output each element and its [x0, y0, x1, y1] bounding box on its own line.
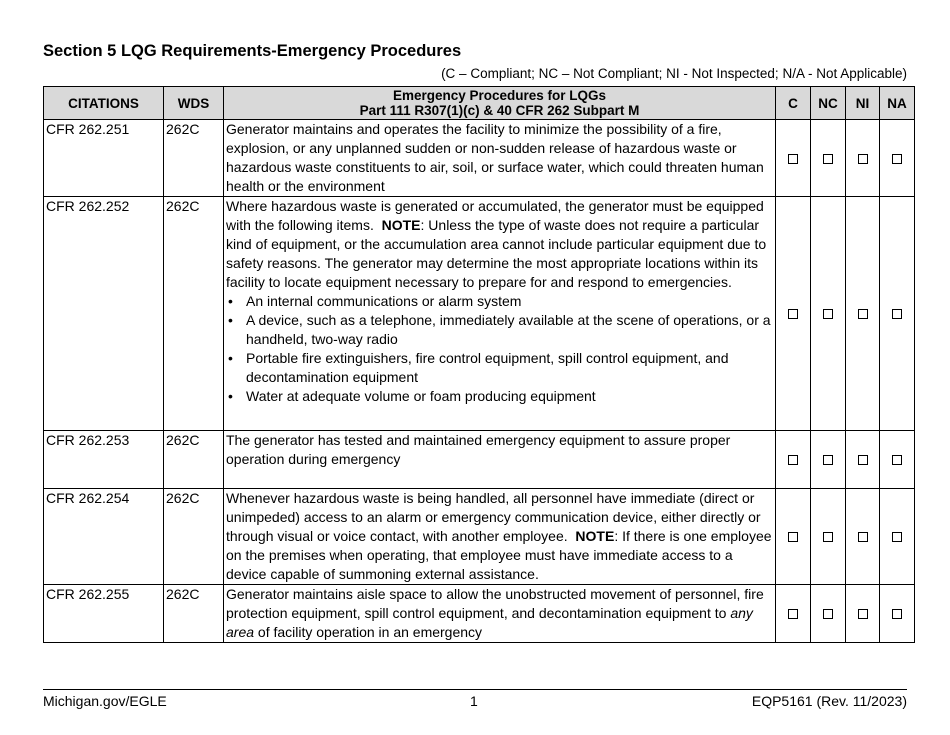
table-row — [44, 197, 915, 431]
citation-cell: CFR 262.255 — [44, 585, 164, 643]
footer-divider — [43, 689, 907, 690]
not-compliant-checkbox[interactable] — [823, 532, 833, 542]
requirement-text — [224, 585, 776, 643]
c-header: C — [776, 87, 811, 120]
wds-header: WDS — [164, 87, 224, 120]
not-compliant-checkbox[interactable] — [823, 609, 833, 619]
not-compliant-checkbox[interactable] — [823, 309, 833, 319]
not-inspected-checkbox[interactable] — [858, 455, 868, 465]
requirement-text-part: : Unless the type of waste does not require a particular kind of equipment, or the accumulation area cannot include particular equipment due to safety reasons. The generator may determine the most appropriate locations within its facility to locate equipment necessary to prepare for and respond to emergencies. — [226, 217, 767, 290]
wds-cell: 262C — [164, 489, 224, 585]
list-item: • Portable fire extinguishers, fire control equipment, spill control equipment, and decontamination equipment — [226, 349, 773, 387]
wds-cell: 262C — [164, 197, 224, 431]
header-row — [44, 87, 915, 120]
not-inspected-checkbox[interactable] — [858, 154, 868, 164]
compliance-legend: (C – Compliant; NC – Not Compliant; NI - Not Inspected; N/A - Not Applicable) — [441, 66, 907, 81]
compliant-checkbox[interactable] — [788, 154, 798, 164]
not-applicable-checkbox[interactable] — [892, 532, 902, 542]
requirement-text: The generator has tested and maintained emergency equipment to assure proper operation during emergency — [224, 431, 776, 489]
wds-cell: 262C — [164, 120, 224, 197]
not-compliant-checkbox[interactable] — [823, 154, 833, 164]
na-header: NA — [880, 87, 915, 120]
not-inspected-checkbox[interactable] — [858, 609, 868, 619]
table-row — [44, 585, 915, 643]
wds-cell: 262C — [164, 585, 224, 643]
requirement-text-part: : If there is one employee on the premises when operating, that employee must have immediate access to a device capable of summoning external assistance. — [226, 528, 772, 582]
requirement-text-part: Whenever hazardous waste is being handled, all personnel have immediate (direct or unimpeded) access to an alarm or emergency communication device, either directly or through visual or voice contact, with another employee. — [226, 490, 761, 544]
citation-cell: CFR 262.253 — [44, 431, 164, 489]
not-applicable-checkbox[interactable] — [892, 609, 902, 619]
note-label: NOTE — [575, 528, 615, 544]
citation-cell: CFR 262.252 — [44, 197, 164, 431]
requirement-text: Generator maintains and operates the facility to minimize the possibility of a fire, explosion, or any unplanned sudden or non-sudden release of hazardous waste or hazardous waste constituents to air, soil, or surface water, which could threaten human health or the environment — [224, 120, 776, 197]
citation-cell: CFR 262.254 — [44, 489, 164, 585]
requirement-text-part: of facility operation in an emergency — [254, 624, 483, 640]
list-item: • A device, such as a telephone, immediately available at the scene of operations, or a handheld, two-way radio — [226, 311, 773, 349]
page-number: 1 — [470, 693, 478, 709]
not-applicable-checkbox[interactable] — [892, 154, 902, 164]
requirement-text-part: Generator maintains aisle space to allow the unobstructed movement of personnel, fire protection equipment, spill control equipment, and decontamination equipment to — [226, 586, 764, 621]
not-inspected-checkbox[interactable] — [858, 309, 868, 319]
table-row — [44, 489, 915, 585]
requirement-text — [224, 197, 776, 431]
list-item: • An internal communications or alarm system — [226, 292, 773, 311]
requirement-text — [224, 489, 776, 585]
table-row — [44, 431, 915, 489]
not-applicable-checkbox[interactable] — [892, 309, 902, 319]
wds-cell: 262C — [164, 431, 224, 489]
footer-website: Michigan.gov/EGLE — [43, 693, 167, 709]
procedures-header — [224, 87, 776, 120]
section-title: Section 5 LQG Requirements-Emergency Procedures — [43, 42, 462, 60]
citations-header: CITATIONS — [44, 87, 164, 120]
list-item: • Water at adequate volume or foam producing equipment — [226, 387, 773, 406]
procedures-header-line1: Emergency Procedures for LQGs — [392, 88, 607, 103]
not-compliant-checkbox[interactable] — [823, 455, 833, 465]
note-label: NOTE — [381, 217, 421, 233]
table-row — [44, 120, 915, 197]
compliant-checkbox[interactable] — [788, 609, 798, 619]
compliant-checkbox[interactable] — [788, 455, 798, 465]
not-applicable-checkbox[interactable] — [892, 455, 902, 465]
emphasis-text: any area — [226, 605, 753, 640]
requirements-table — [43, 86, 915, 643]
form-number: EQP5161 (Rev. 11/2023) — [751, 693, 907, 709]
compliant-checkbox[interactable] — [788, 309, 798, 319]
not-inspected-checkbox[interactable] — [858, 532, 868, 542]
equipment-list — [226, 292, 773, 406]
compliant-checkbox[interactable] — [788, 532, 798, 542]
procedures-header-line2: Part 111 R307(1)(c) & 40 CFR 262 Subpart M — [359, 103, 640, 118]
nc-header: NC — [811, 87, 846, 120]
requirement-text-part: Where hazardous waste is generated or accumulated, the generator must be equipped with the following items. — [226, 198, 764, 233]
citation-cell: CFR 262.251 — [44, 120, 164, 197]
ni-header: NI — [846, 87, 880, 120]
